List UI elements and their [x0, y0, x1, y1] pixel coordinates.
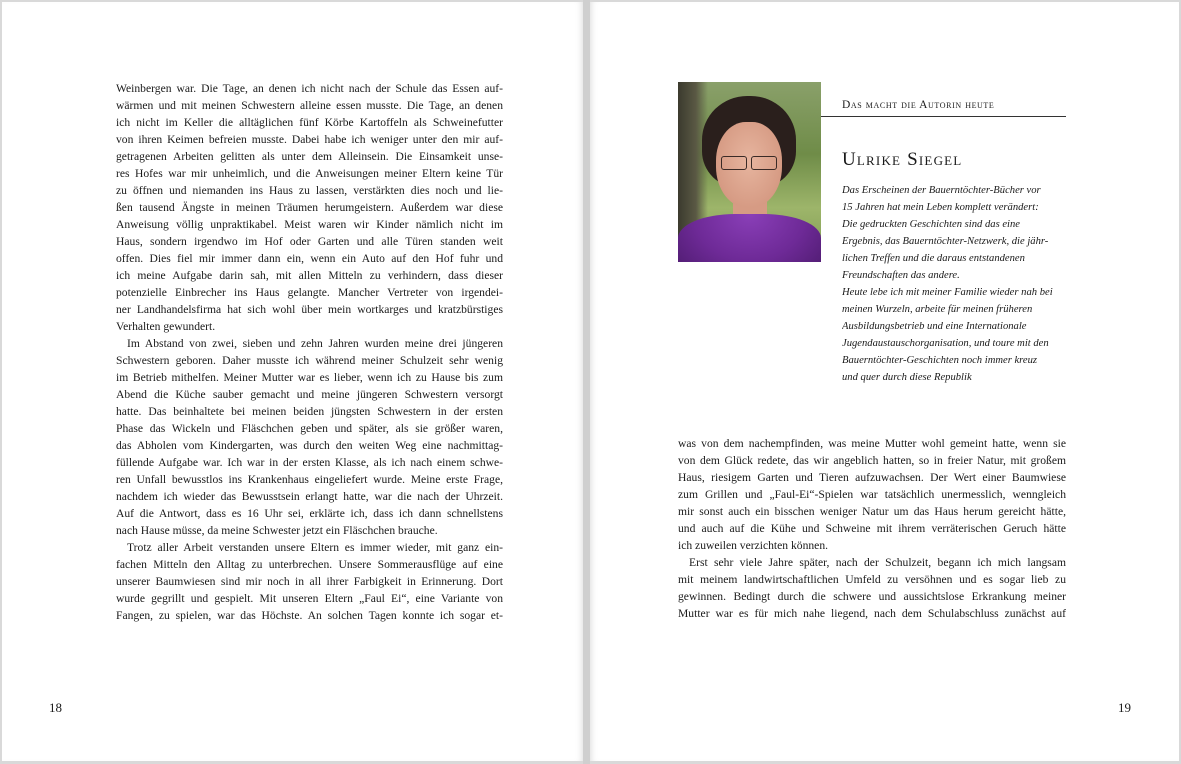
book-gutter — [583, 0, 590, 764]
text-line: Weinbergen war. Die Tage, an denen ich nicht nach der Schule das Essen auf- — [116, 82, 503, 95]
text-line: ich meine Aufgabe darin sah, mit allen Mitteln zu verhindern, dass dieser — [116, 269, 503, 282]
text-line: das Abholen vom Kindergarten, was durch den weiten Weg eine nachmittag- — [116, 439, 503, 452]
bio-line: Die gedruckten Geschichten sind das eine — [842, 219, 1020, 230]
text-line: Haus, riesigem Garten und Tieren aufzuwachsen. Der Wert einer Baumwiese — [678, 471, 1066, 484]
text-line: Schwestern geboren. Daher musste ich während meiner Schulzeit sehr wenig — [116, 354, 503, 367]
text-line: Auf die Antwort, dass es 16 Uhr sei, erklärte ich, dass ich dann schnellstens — [116, 507, 503, 520]
text-line: Verhalten gewundert. — [116, 320, 216, 333]
page-number-left: 18 — [49, 700, 62, 715]
bio-line: Freundschaften das andere. — [842, 270, 960, 281]
text-line: zum Grillen und „Faul-Ei“-Spielen war tatsächlich unermesslich, wenngleich — [678, 488, 1066, 501]
text-line: Im Abstand von zwei, sieben und zehn Jahren wurden meine drei jüngeren — [127, 337, 503, 350]
page-number-right: 19 — [1118, 700, 1131, 715]
author-bio — [842, 182, 1072, 386]
text-line: res Hofes war mir unheimlich, und die Anweisungen meiner Eltern keine Tür — [116, 167, 503, 180]
text-line: Abend die Küche sauber gemacht und meine jüngeren Schwestern versorgt — [116, 388, 503, 401]
text-line: von ihren Keimen befreien musste. Dabei habe ich weniger unter den mir auf- — [116, 133, 503, 146]
bio-line: Das Erscheinen der Bauerntöchter-Bücher vor — [842, 185, 1041, 196]
sidebar-heading: Das macht die Autorin heute — [842, 99, 995, 111]
bio-line: Heute lebe ich mit meiner Familie wieder nah bei — [842, 287, 1053, 298]
text-line: hatte. Das beinhaltete bei meinen beiden jüngsten Schwestern in der ersten — [116, 405, 503, 418]
text-line: von dem Glück redete, das wir angeblich hatten, so in freier Natur, mit großem — [678, 454, 1066, 467]
text-line: und auch auf die Kühe und Schweine mit ihrem verräterischen Geruch hätte — [678, 522, 1066, 535]
text-line: zu öffnen und niemanden ins Haus zu lassen, verstärkten dies noch und lie- — [116, 184, 503, 197]
text-line: ßen tausend Ängste in meinen Träumen herumgeistern. Außerdem war diese — [116, 201, 503, 214]
text-line: Fangen, zu spielen, war das Höchste. An solchen Tagen konnte ich sogar et- — [116, 609, 503, 622]
text-line: im Betrieb mithelfen. Meiner Mutter war es lieber, wenn ich zu Hause bis zum — [116, 371, 503, 384]
left-page-body — [116, 80, 503, 624]
text-line: unserer Baumwiesen sind mir noch in all ihrer Farbigkeit in Erinnerung. Dort — [116, 575, 503, 588]
text-line: nach Hause müsse, da meine Schwester jetzt ein Fläschchen brauche. — [116, 524, 438, 537]
text-line: offen. Dies fiel mir immer dann ein, wenn ein Auto auf den Hof fuhr und — [116, 252, 503, 265]
text-line: Haus, sondern irgendwo im Hof oder Garten und alle Türen standen weit — [116, 235, 503, 248]
text-line: wärmen und mit meinen Schwestern alleine essen musste. Die Tage, an denen — [116, 99, 503, 112]
text-line: fachen Mitteln den Alltag zu unterbrechen. Unsere Sommerausflüge auf eine — [116, 558, 503, 571]
text-line: Anweisung völlig unpraktikabel. Meist waren wir Kinder nämlich nicht im — [116, 218, 503, 231]
author-name: Ulrike Siegel — [842, 149, 963, 170]
text-line: was von dem nachempfinden, was meine Mutter wohl gemeint hatte, wenn sie — [678, 437, 1066, 450]
bio-line: meinen Wurzeln, arbeite für meinen früheren — [842, 304, 1033, 315]
text-line: getragenen Arbeiten gelitten als unter dem Alleinsein. Die Einsamkeit unse- — [116, 150, 503, 163]
text-line: mit meinem landwirtschaftlichen Umfeld zu versöhnen und es sogar lieb zu — [678, 573, 1066, 586]
bio-line: Bauerntöchter-Geschichten noch immer kreuz — [842, 355, 1038, 366]
text-line: potenzielle Einbrecher ins Haus gelangte. Mancher Vertreter von irgendei- — [116, 286, 503, 299]
text-line: ich zuweilen verzichten können. — [678, 539, 829, 552]
text-line: Erst sehr viele Jahre später, nach der Schulzeit, begann ich mich langsam — [689, 556, 1066, 569]
text-line: ner Landhandelsfirma hat sich wohl über mein wortkarges und kratzbürstiges — [116, 303, 503, 316]
text-line: mir sonst auch ein bisschen weniger Natur um das Haus herum gereicht hätte, — [678, 505, 1066, 518]
bio-line: lichen Treffen und die daraus entstandenen — [842, 253, 1025, 264]
bio-line: 15 Jahren hat mein Leben komplett verändert: — [842, 202, 1039, 213]
bio-line: Ausbildungsbetrieb und eine Internationale — [842, 321, 1027, 332]
text-line: Trotz aller Arbeit verstanden unsere Eltern es immer wieder, mit ganz ein- — [127, 541, 503, 554]
text-line: ich nicht im Keller die alltäglichen fünf Körbe Kartoffeln als Schweinefutter — [116, 116, 503, 129]
text-line: Mutter war es für mich nahe liegend, nach dem Schulabschluss zunächst auf — [678, 607, 1066, 620]
text-line: füllende Aufgabe war. Ich war in der ersten Klasse, als ich nach einem schwe- — [116, 456, 503, 469]
text-line: ren Unfall bewusstlos ins Krankenhaus eingeliefert wurde. Meine erste Frage, — [116, 473, 503, 486]
text-line: wurde gegrillt und gespielt. Mit unseren Eltern „Faul Ei“, eine Variante von — [116, 592, 503, 605]
bio-line: Ergebnis, das Bauerntöchter-Netzwerk, die jähr- — [842, 236, 1049, 247]
bio-line: Jugendaustauschorganisation, und toure mit den — [842, 338, 1049, 349]
text-line: Phase das Wickeln und Fläschchen geben und später, als sie größer waren, — [116, 422, 503, 435]
right-page-body — [678, 435, 1066, 622]
bio-line: und quer durch diese Republik — [842, 372, 972, 383]
text-line: nachdem ich wieder das Bewusstsein erlangt hatte, war die nach der Uhrzeit. — [116, 490, 503, 503]
sidebar-rule — [821, 116, 1066, 117]
text-line: gewinnen. Bedingt durch die schwere und aussichtslose Erkrankung meiner — [678, 590, 1066, 603]
author-photo — [678, 82, 821, 262]
